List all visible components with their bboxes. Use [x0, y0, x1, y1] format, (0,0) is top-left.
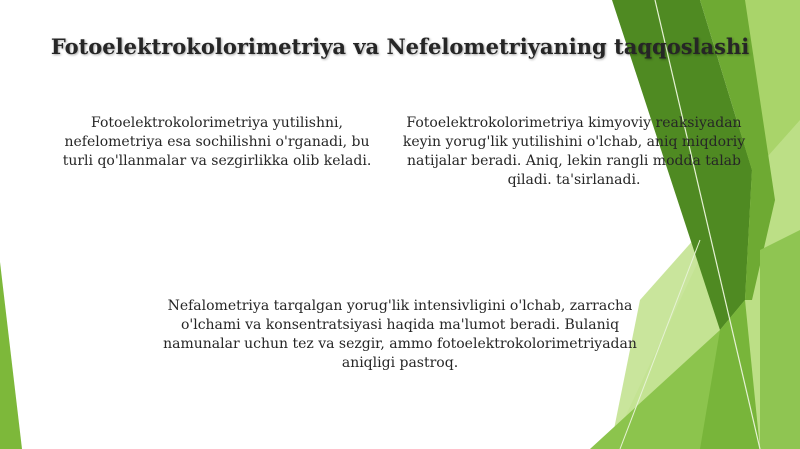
slide-title: Fotoelektrokolorimetriya va Nefelometriyaning taqqoslashi [50, 34, 750, 59]
bottom-text-block: Nefalometriya tarqalgan yorug'lik intensivligini o'lchab, zarracha o'lchami va konsentratsiyasi haqida ma'lumot beradi. Bulaniq namunalar uchun tez va sezgir, ammo fotoelektrokolorimetriyadan aniqligi pastroq. [163, 298, 637, 371]
left-green-sliver [0, 262, 22, 449]
bottom-right-facet [760, 230, 800, 449]
left-text-block: Fotoelektrokolorimetriya yutilishni, nefelometriya esa sochilishni o'rganadi, bu turli qo'llanmalar va sezgirlikka olib keladi. [62, 115, 372, 169]
right-text-block: Fotoelektrokolorimetriya kimyoviy reaksiyadan keyin yorug'lik yutilishini o'lchab, aniq miqdoriy natijalar beradi. Aniq, lekin rangli modda talab qiladi. ta'sirlanadi. [402, 115, 746, 188]
